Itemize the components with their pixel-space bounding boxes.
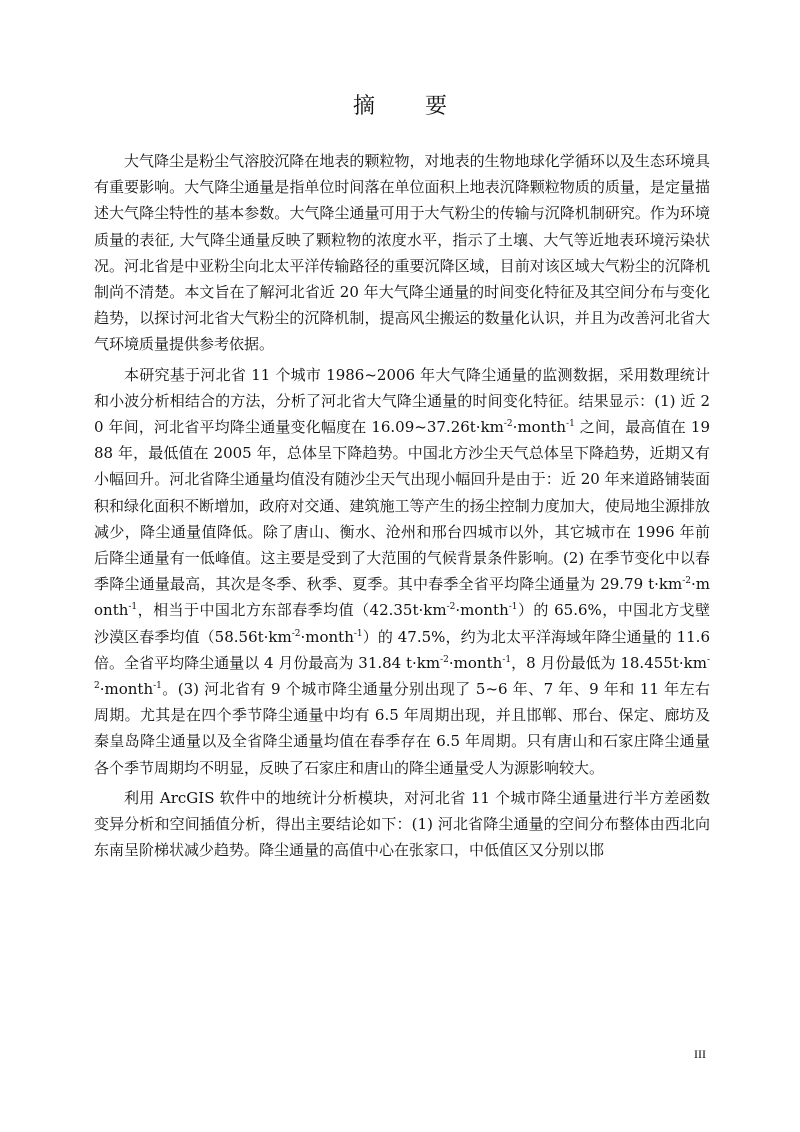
page-title: 摘 要 — [352, 94, 461, 119]
paragraph: 大气降尘是粉尘气溶胶沉降在地表的颗粒物，对地表的生物地球化学循环以及生态环境具有重要影响。大气降尘通量是指单位时间落在单位面积上地表沉降颗粒物质的质量，是定量描述大气降尘特性的基本参数。大气降尘通量可用于大气粉尘的传输与沉降机制研究。作为环境质量的表征, 大气降尘通量反映了颗粒物的浓度水平，指示了土壤、大气等近地表环境污染状况。河北省是中亚粉尘向北太平洋传输路径的重要沉降区域，目前对该区域大气粉尘的沉降机制尚不清楚。本文旨在了解河北省近 20 年大气降尘通量的时间变化特征及其空间分布与变化趋势，以探讨河北省大气粉尘的沉降机制，提高风尘搬运的数量化认识，并且为改善河北省大气环境质量提供参考依据。 — [94, 152, 710, 354]
superscript-exponent: -2 — [440, 654, 449, 665]
superscript-exponent: -1 — [566, 419, 575, 430]
superscript-exponent: -1 — [128, 602, 138, 613]
superscript-exponent: -1 — [353, 628, 363, 639]
superscript-exponent: -1 — [508, 602, 518, 613]
paragraph: 利用 ArcGIS 软件中的地统计分析模块，对河北省 11 个城市降尘通量进行半方差函数变异分析和空间插值分析，得出主要结论如下：(1) 河北省降尘通量的空间分布整体由西北向东南呈阶梯状减少趋势。降尘通量的高值中心在张家口，中低值区又分别以邯 — [94, 788, 710, 860]
paragraph: 本研究基于河北省 11 个城市 1986~2006 年大气降尘通量的监测数据，采用数理统计和小波分析相结合的方法，分析了河北省大气降尘通量的时间变化特征。结果显示：(1) 近 20 年间，河北省平均降尘通量变化幅度在 $16.09\sim 37.26t\cdot km^{-2}\cdot month^{-1}$ 之间，最高值在 1988 年，最低值在 2005 年，总体呈下降趋势。中国北方沙尘天气总体呈下降趋势，近期又有小幅回升。河北省降尘通量均值没有随沙尘天气出现小幅回升是由于：近 20 年来道路铺装面积和绿化面积不断增加，政府对交通、建筑施工等产生的扬尘控制力度加大，使局地尘源排放减少，降尘通量值降低。除了唐山、衡水、沧州和邢台四城市以外，其它城市在 1996 年前后降尘通量有一低峰值。这主要是受到了大范围的气候背景条件影响。(2) 在季节变化中以春季降尘通量最高，其次是冬季、秋季、夏季。其中春季全省平均降尘通量为 29.79 $t\cdot km^{-2}\cdot month^{-1}$，相当于中国北方东部春季均值$(42.35t\cdot km^{-2}\cdot month^{-1})$的 65.6%，中国北方戈壁沙漠区春季均值$(58.56t\cdot km^{-2}\cdot month^{-1})$的 47.5%，约为北太平洋海域年降尘通量的 11.6 倍。全省平均降尘通量以 4 月份最高为 31.84 $t\cdot km^{-2}\cdot month^{-1}$，8 月份最低为 $18.455t\cdot km^{-2}\cdot month^{-1}$。(3) 河北省有 9 个城市降尘通量分别出现了 5~6 年、7 年、9 年和 11 年左右周期。尤其是在四个季节降尘通量中均有 6.5 年周期出现，并且邯郸、邢台、保定、廊坊及秦皇岛降尘通量以及全省降尘通量均值在春季存在 6.5 年周期。只有唐山和石家庄降尘通量各个季节周期均不明显，反映了石家庄和唐山的降尘通量受人为源影响较大。 — [94, 365, 710, 777]
page-number: III — [694, 1047, 706, 1061]
superscript-exponent: -2 — [446, 602, 456, 613]
superscript-exponent: -2 — [94, 654, 710, 692]
superscript-exponent: -2 — [682, 576, 691, 587]
superscript-exponent: -2 — [503, 419, 513, 430]
superscript-exponent: -2 — [291, 628, 301, 639]
abstract-body — [94, 148, 710, 863]
superscript-exponent: -1 — [502, 654, 512, 665]
superscript-exponent: -1 — [153, 681, 162, 692]
